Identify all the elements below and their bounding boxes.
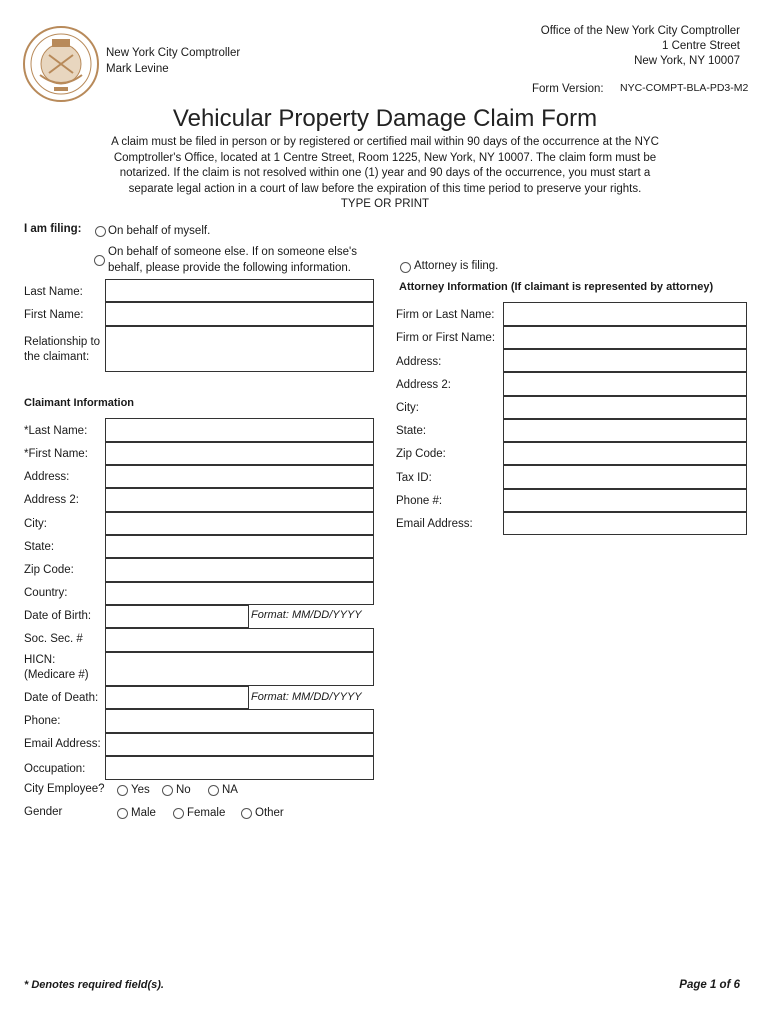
city-employee-no-radio[interactable] bbox=[162, 785, 173, 796]
gender-male-radio[interactable] bbox=[117, 808, 128, 819]
intro-line: TYPE OR PRINT bbox=[340, 198, 430, 210]
city-employee-label: City Employee? bbox=[24, 783, 105, 795]
nyc-seal-logo bbox=[22, 25, 100, 103]
claimant-occupation-input[interactable] bbox=[105, 756, 374, 780]
rep-first-name-input[interactable] bbox=[105, 302, 374, 326]
filing-self-radio[interactable] bbox=[95, 226, 106, 237]
atty-state-input[interactable] bbox=[503, 419, 747, 442]
atty-address2-input[interactable] bbox=[503, 372, 747, 396]
claimant-first-name-label: *First Name: bbox=[24, 448, 88, 460]
atty-email-input[interactable] bbox=[503, 512, 747, 535]
claimant-state-label: State: bbox=[24, 541, 55, 553]
claimant-phone-label: Phone: bbox=[24, 715, 61, 727]
atty-zip-label: Zip Code: bbox=[396, 448, 446, 460]
city-employee-no-label: No bbox=[176, 784, 191, 796]
claimant-address2-input[interactable] bbox=[105, 488, 374, 512]
atty-firm-last-label: Firm or Last Name: bbox=[396, 309, 495, 321]
claimant-zip-label: Zip Code: bbox=[24, 564, 74, 576]
claimant-state-input[interactable] bbox=[105, 535, 374, 558]
claimant-country-input[interactable] bbox=[105, 582, 374, 605]
claimant-phone-input[interactable] bbox=[105, 709, 374, 733]
claimant-first-name-input[interactable] bbox=[105, 442, 374, 465]
claimant-zip-input[interactable] bbox=[105, 558, 374, 582]
city-employee-yes-radio[interactable] bbox=[117, 785, 128, 796]
rep-relationship-label-1: Relationship to bbox=[24, 336, 101, 348]
official-name: Mark Levine bbox=[106, 63, 169, 75]
atty-address-input[interactable] bbox=[503, 349, 747, 372]
filing-attorney-label: Attorney is filing. bbox=[414, 260, 499, 272]
page-number: Page 1 of 6 bbox=[679, 979, 740, 991]
atty-city-input[interactable] bbox=[503, 396, 747, 419]
gender-female-label: Female bbox=[187, 807, 226, 819]
claimant-dod-input[interactable] bbox=[105, 686, 249, 709]
claimant-dod-label: Date of Death: bbox=[24, 692, 99, 704]
filing-other-radio[interactable] bbox=[94, 255, 105, 266]
claimant-ssn-label: Soc. Sec. # bbox=[24, 633, 83, 645]
claimant-hicn-input[interactable] bbox=[105, 652, 374, 686]
gender-male-label: Male bbox=[131, 807, 156, 819]
claimant-hicn-label-1: HICN: bbox=[24, 654, 56, 666]
claimant-address2-label: Address 2: bbox=[24, 494, 79, 506]
claimant-heading: Claimant Information bbox=[24, 397, 135, 409]
filing-label: I am filing: bbox=[24, 223, 82, 235]
claimant-email-label: Email Address: bbox=[24, 738, 101, 750]
claimant-dob-label: Date of Birth: bbox=[24, 610, 92, 622]
claimant-country-label: Country: bbox=[24, 587, 68, 599]
atty-taxid-input[interactable] bbox=[503, 465, 747, 489]
atty-email-label: Email Address: bbox=[396, 518, 473, 530]
atty-phone-input[interactable] bbox=[503, 489, 747, 512]
form-version-label: Form Version: bbox=[532, 83, 604, 95]
gender-female-radio[interactable] bbox=[173, 808, 184, 819]
intro-line: separate legal action in a court of law before the expiration of this time period to preserve your rights. bbox=[128, 182, 642, 195]
rep-relationship-input[interactable] bbox=[105, 326, 374, 372]
gender-other-label: Other bbox=[255, 807, 284, 819]
dod-format-hint: Format: MM/DD/YYYY bbox=[251, 691, 362, 703]
atty-taxid-label: Tax ID: bbox=[396, 472, 432, 484]
rep-last-name-input[interactable] bbox=[105, 279, 374, 302]
rep-relationship-label-2: the claimant: bbox=[24, 351, 90, 363]
claimant-last-name-input[interactable] bbox=[105, 418, 374, 442]
city-employee-na-label: NA bbox=[222, 784, 238, 796]
gender-other-radio[interactable] bbox=[241, 808, 252, 819]
claimant-dob-input[interactable] bbox=[105, 605, 249, 628]
intro-line: notarized. If the claim is not resolved within one (1) year and 90 days of the occurrence, you must start a bbox=[119, 167, 651, 179]
org-name: New York City Comptroller bbox=[106, 47, 241, 59]
filing-other-label-1: On behalf of someone else. If on someone else's bbox=[108, 246, 357, 258]
claimant-email-input[interactable] bbox=[105, 733, 374, 756]
claimant-occupation-label: Occupation: bbox=[24, 763, 86, 775]
atty-phone-label: Phone #: bbox=[396, 495, 443, 507]
atty-address2-label: Address 2: bbox=[396, 379, 451, 391]
filing-attorney-radio[interactable] bbox=[400, 262, 411, 273]
rep-last-name-label: Last Name: bbox=[24, 286, 83, 298]
office-address-line2: 1 Centre Street bbox=[662, 40, 740, 52]
atty-address-label: Address: bbox=[396, 356, 442, 368]
claimant-address-input[interactable] bbox=[105, 465, 374, 488]
page-title: Vehicular Property Damage Claim Form bbox=[172, 105, 598, 132]
atty-state-label: State: bbox=[396, 425, 427, 437]
city-employee-na-radio[interactable] bbox=[208, 785, 219, 796]
atty-firm-last-input[interactable] bbox=[503, 302, 747, 326]
rep-first-name-label: First Name: bbox=[24, 309, 84, 321]
dob-format-hint: Format: MM/DD/YYYY bbox=[251, 609, 362, 621]
claimant-city-label: City: bbox=[24, 518, 47, 530]
claimant-city-input[interactable] bbox=[105, 512, 374, 535]
claimant-hicn-label-2: (Medicare #) bbox=[24, 669, 89, 681]
claimant-last-name-label: *Last Name: bbox=[24, 425, 88, 437]
required-note: * Denotes required field(s). bbox=[24, 979, 164, 991]
atty-city-label: City: bbox=[396, 402, 419, 414]
claimant-ssn-input[interactable] bbox=[105, 628, 374, 652]
intro-line: A claim must be filed in person or by registered or certified mail within 90 days of the occurrence at the NYC bbox=[111, 136, 659, 148]
filing-other-label-2: behalf, please provide the following information. bbox=[108, 262, 351, 274]
city-employee-yes-label: Yes bbox=[131, 784, 150, 796]
office-address-line1: Office of the New York City Comptroller bbox=[540, 25, 740, 37]
atty-firm-first-label: Firm or First Name: bbox=[396, 332, 496, 344]
atty-zip-input[interactable] bbox=[503, 442, 747, 465]
office-address-line3: New York, NY 10007 bbox=[634, 55, 740, 67]
claimant-address-label: Address: bbox=[24, 471, 70, 483]
filing-self-label: On behalf of myself. bbox=[108, 225, 211, 237]
intro-line: Comptroller's Office, located at 1 Centre Street, Room 1225, New York, NY 10007. The claim form must be bbox=[113, 151, 657, 164]
form-version-value: NYC-COMPT-BLA-PD3-M2 bbox=[620, 82, 749, 94]
intro-text bbox=[90, 135, 680, 213]
attorney-heading: Attorney Information (If claimant is represented by attorney) bbox=[399, 281, 714, 293]
atty-firm-first-input[interactable] bbox=[503, 326, 747, 349]
gender-label: Gender bbox=[24, 806, 63, 818]
